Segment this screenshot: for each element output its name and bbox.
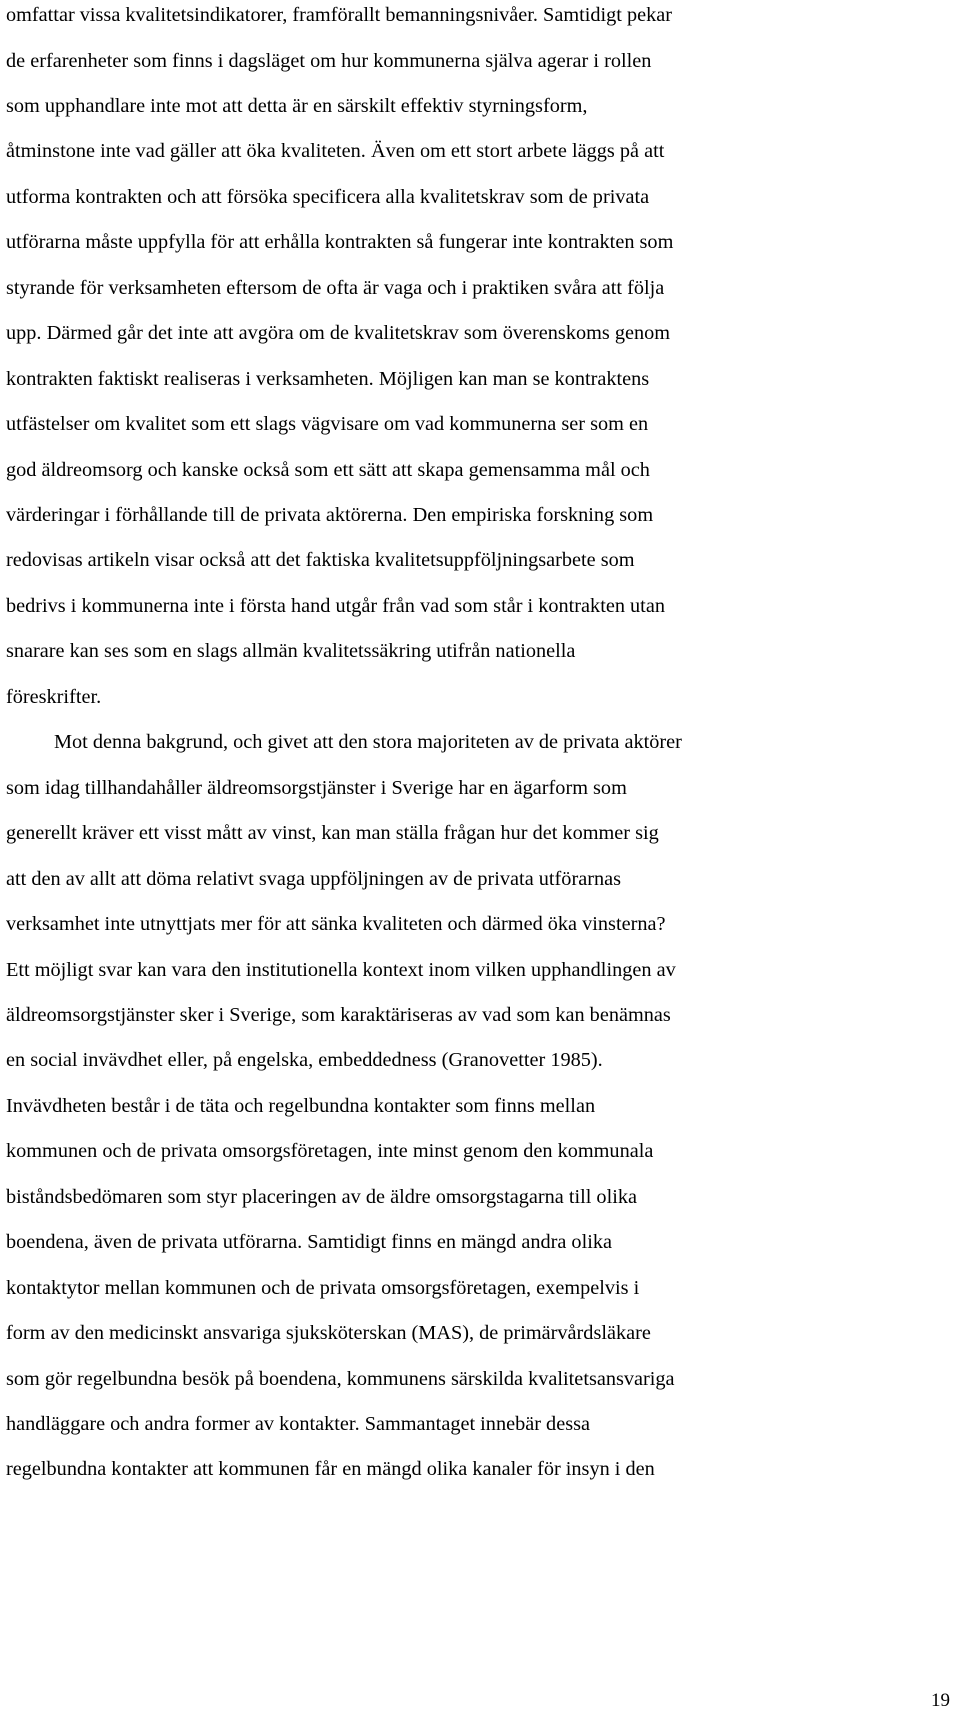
text-line: bedrivs i kommunerna inte i första hand utgår från vad som står i kontrakten utan — [6, 594, 665, 617]
text-line: styrande för verksamheten eftersom de ofta är vaga och i praktiken svåra att följa — [6, 276, 665, 299]
text-line: god äldreomsorg och kanske också som ett sätt att skapa gemensamma mål och — [6, 458, 650, 481]
text-line: Ett möjligt svar kan vara den institutionella kontext inom vilken upphandlingen av — [6, 958, 676, 981]
paragraph-first-line: Mot denna bakgrund, och givet att den stora majoriteten av de privata aktörer — [54, 731, 682, 754]
text-line: snarare kan ses som en slags allmän kvalitetssäkring utifrån nationella — [6, 640, 576, 663]
text-line: handläggare och andra former av kontakter. Sammantaget innebär dessa — [6, 1413, 590, 1435]
text-line: äldreomsorgstjänster sker i Sverige, som karaktäriseras av vad som kan benämnas — [6, 1003, 671, 1026]
text-line: utforma kontrakten och att försöka specificera alla kvalitetskrav som de privata — [6, 185, 650, 208]
text-line: verksamhet inte utnyttjats mer för att sänka kvaliteten och därmed öka vinsterna? — [6, 913, 666, 935]
text-line: utfästelser om kvalitet som ett slags vägvisare om vad kommunerna ser som en — [6, 413, 649, 436]
text-line: generellt kräver ett visst mått av vinst, kan man ställa frågan hur det kommer sig — [6, 822, 659, 845]
text-line: som gör regelbundna besök på boendena, kommunens särskilda kvalitetsansvariga — [6, 1367, 675, 1390]
text-line: form av den medicinskt ansvariga sjuksköterskan (MAS), de primärvårdsläkare — [6, 1322, 651, 1345]
text-line: kontaktytor mellan kommunen och de privata omsorgsföretagen, exempelvis i — [6, 1276, 640, 1299]
text-line: upp. Därmed går det inte att avgöra om de kvalitetskrav som överenskoms genom — [6, 322, 671, 345]
text-line: som idag tillhandahåller äldreomsorgstjänster i Sverige har en ägarform som — [6, 776, 627, 799]
text-line: utförarna måste uppfylla för att erhålla kontrakten så fungerar inte kontrakten som — [6, 231, 674, 254]
text-line: de erfarenheter som finns i dagsläget om hur kommunerna själva agerar i rollen — [6, 49, 652, 72]
text-line: omfattar vissa kvalitetsindikatorer, framförallt bemanningsnivåer. Samtidigt pekar — [6, 4, 673, 26]
text-line: som upphandlare inte mot att detta är en särskilt effektiv styrningsform, — [6, 94, 588, 117]
page-number: 19 — [931, 1690, 950, 1711]
text-line: boendena, även de privata utförarna. Samtidigt finns en mängd andra olika — [6, 1231, 612, 1254]
text-line: föreskrifter. — [6, 685, 102, 708]
text-line: kontrakten faktiskt realiseras i verksamheten. Möjligen kan man se kontraktens — [6, 367, 650, 390]
text-line: att den av allt att döma relativt svaga uppföljningen av de privata utförarnas — [6, 867, 621, 890]
text-line: redovisas artikeln visar också att det faktiska kvalitetsuppföljningsarbete som — [6, 549, 635, 572]
text-line: regelbundna kontakter att kommunen får en mängd olika kanaler för insyn i den — [6, 1458, 655, 1481]
text-line: åtminstone inte vad gäller att öka kvaliteten. Även om ett stort arbete läggs på att — [6, 140, 665, 163]
text-line: Invävdheten består i de täta och regelbundna kontakter som finns mellan — [6, 1094, 596, 1117]
text-line: kommunen och de privata omsorgsföretagen, inte minst genom den kommunala — [6, 1140, 654, 1163]
text-line: en social invävdhet eller, på engelska, embeddedness (Granovetter 1985). — [6, 1049, 603, 1072]
text-line: värderingar i förhållande till de privata aktörerna. Den empiriska forskning som — [6, 504, 654, 526]
text-line: biståndsbedömaren som styr placeringen av de äldre omsorgstagarna till olika — [6, 1185, 637, 1208]
